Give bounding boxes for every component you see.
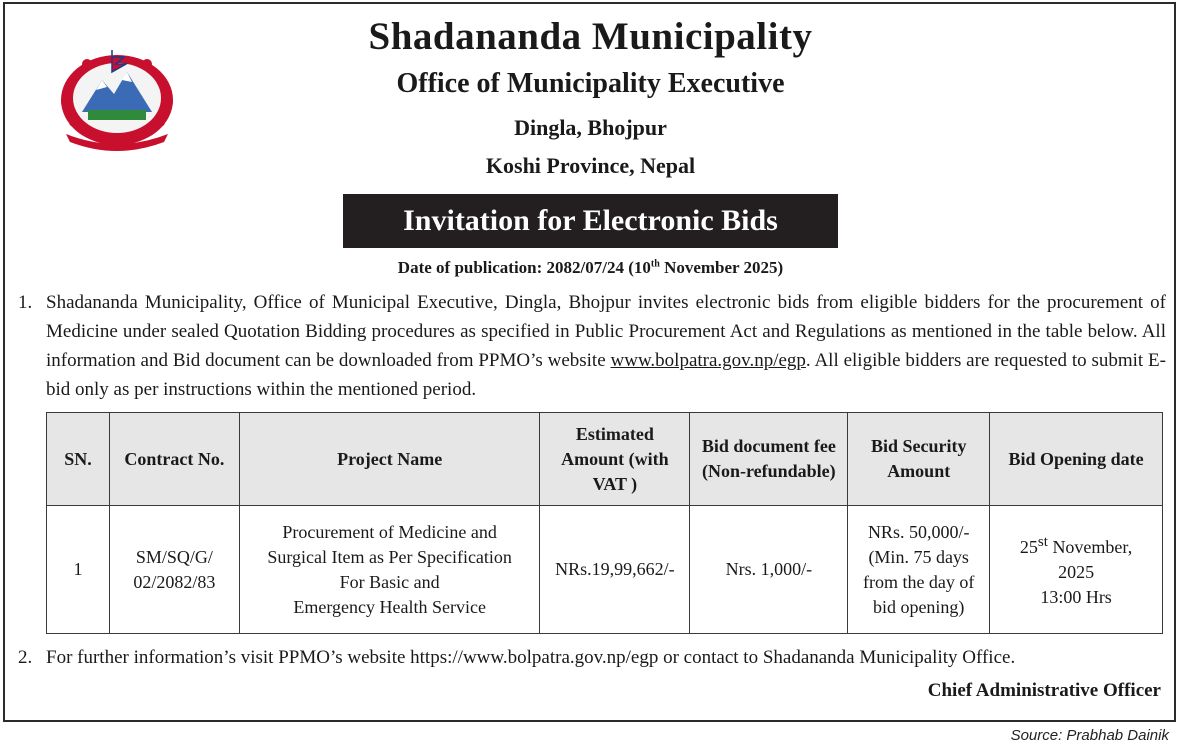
cell-security: NRs. 50,000/- (Min. 75 days from the day of bid opening) <box>848 506 990 634</box>
cell-project: Procurement of Medicine and Surgical Item as Per Specification For Basic and Emergency Health Service <box>239 506 540 634</box>
cell-sn: 1 <box>47 506 110 634</box>
ppmo-link[interactable]: www.bolpatra.gov.np/egp <box>610 350 806 371</box>
col-header-fee: Bid document fee (Non-refundable) <box>690 413 848 506</box>
province-line: Koshi Province, Nepal <box>485 153 696 178</box>
location-line: Dingla, Bhojpur <box>514 115 667 140</box>
cell-opening-date: 25st November, 2025 13:00 Hrs <box>990 506 1163 634</box>
publication-date: Date of publication: 2082/07/24 (10th November 2025) <box>397 258 784 277</box>
cell-fee: Nrs. 1,000/- <box>690 506 848 634</box>
source-credit: Source: Prabhab Dainik <box>1010 727 1169 744</box>
col-header-opening-date: Bid Opening date <box>990 413 1163 506</box>
signoff-title: Chief Administrative Officer <box>927 680 1161 701</box>
col-header-sn: SN. <box>47 413 110 506</box>
cell-estimate: NRs.19,99,662/- <box>540 506 690 634</box>
paragraph-text: Shadananda Municipality, Office of Municipal Executive, Dingla, Bhojpur invites electronic bids from eligible bidders for the procurement of Medicine under sealed Quotation Bidding procedures as specified in Public Procurement Act and Regulations as mentioned in the table below. All information and Bid document can be downloaded from PPMO’s website www.bolpatra.gov.np/egp. All eligible bidders are requested to submit E-bid only as per instructions within the mentioned period. <box>46 292 1166 400</box>
office-name: Office of Municipality Executive <box>396 68 785 99</box>
col-header-estimate: Estimated Amount (with VAT ) <box>540 413 690 506</box>
paragraph-1 <box>18 288 1166 404</box>
notice-banner: Invitation for Electronic Bids <box>343 194 838 248</box>
municipality-title: Shadananda Municipality <box>368 15 813 58</box>
paragraph-2 <box>18 643 1166 672</box>
paragraph-number: 1. <box>18 292 33 313</box>
col-header-security: Bid Security Amount <box>848 413 990 506</box>
paragraph-text: For further information’s visit PPMO’s website https://www.bolpatra.gov.np/egp or contact to Shadananda Municipality Office. <box>46 647 1016 668</box>
table-header-row <box>47 413 1163 506</box>
cell-contract: SM/SQ/G/ 02/2082/83 <box>109 506 239 634</box>
col-header-contract: Contract No. <box>109 413 239 506</box>
bid-table <box>46 412 1163 634</box>
paragraph-number: 2. <box>18 647 33 668</box>
col-header-project: Project Name <box>239 413 540 506</box>
table-row <box>47 506 1163 634</box>
